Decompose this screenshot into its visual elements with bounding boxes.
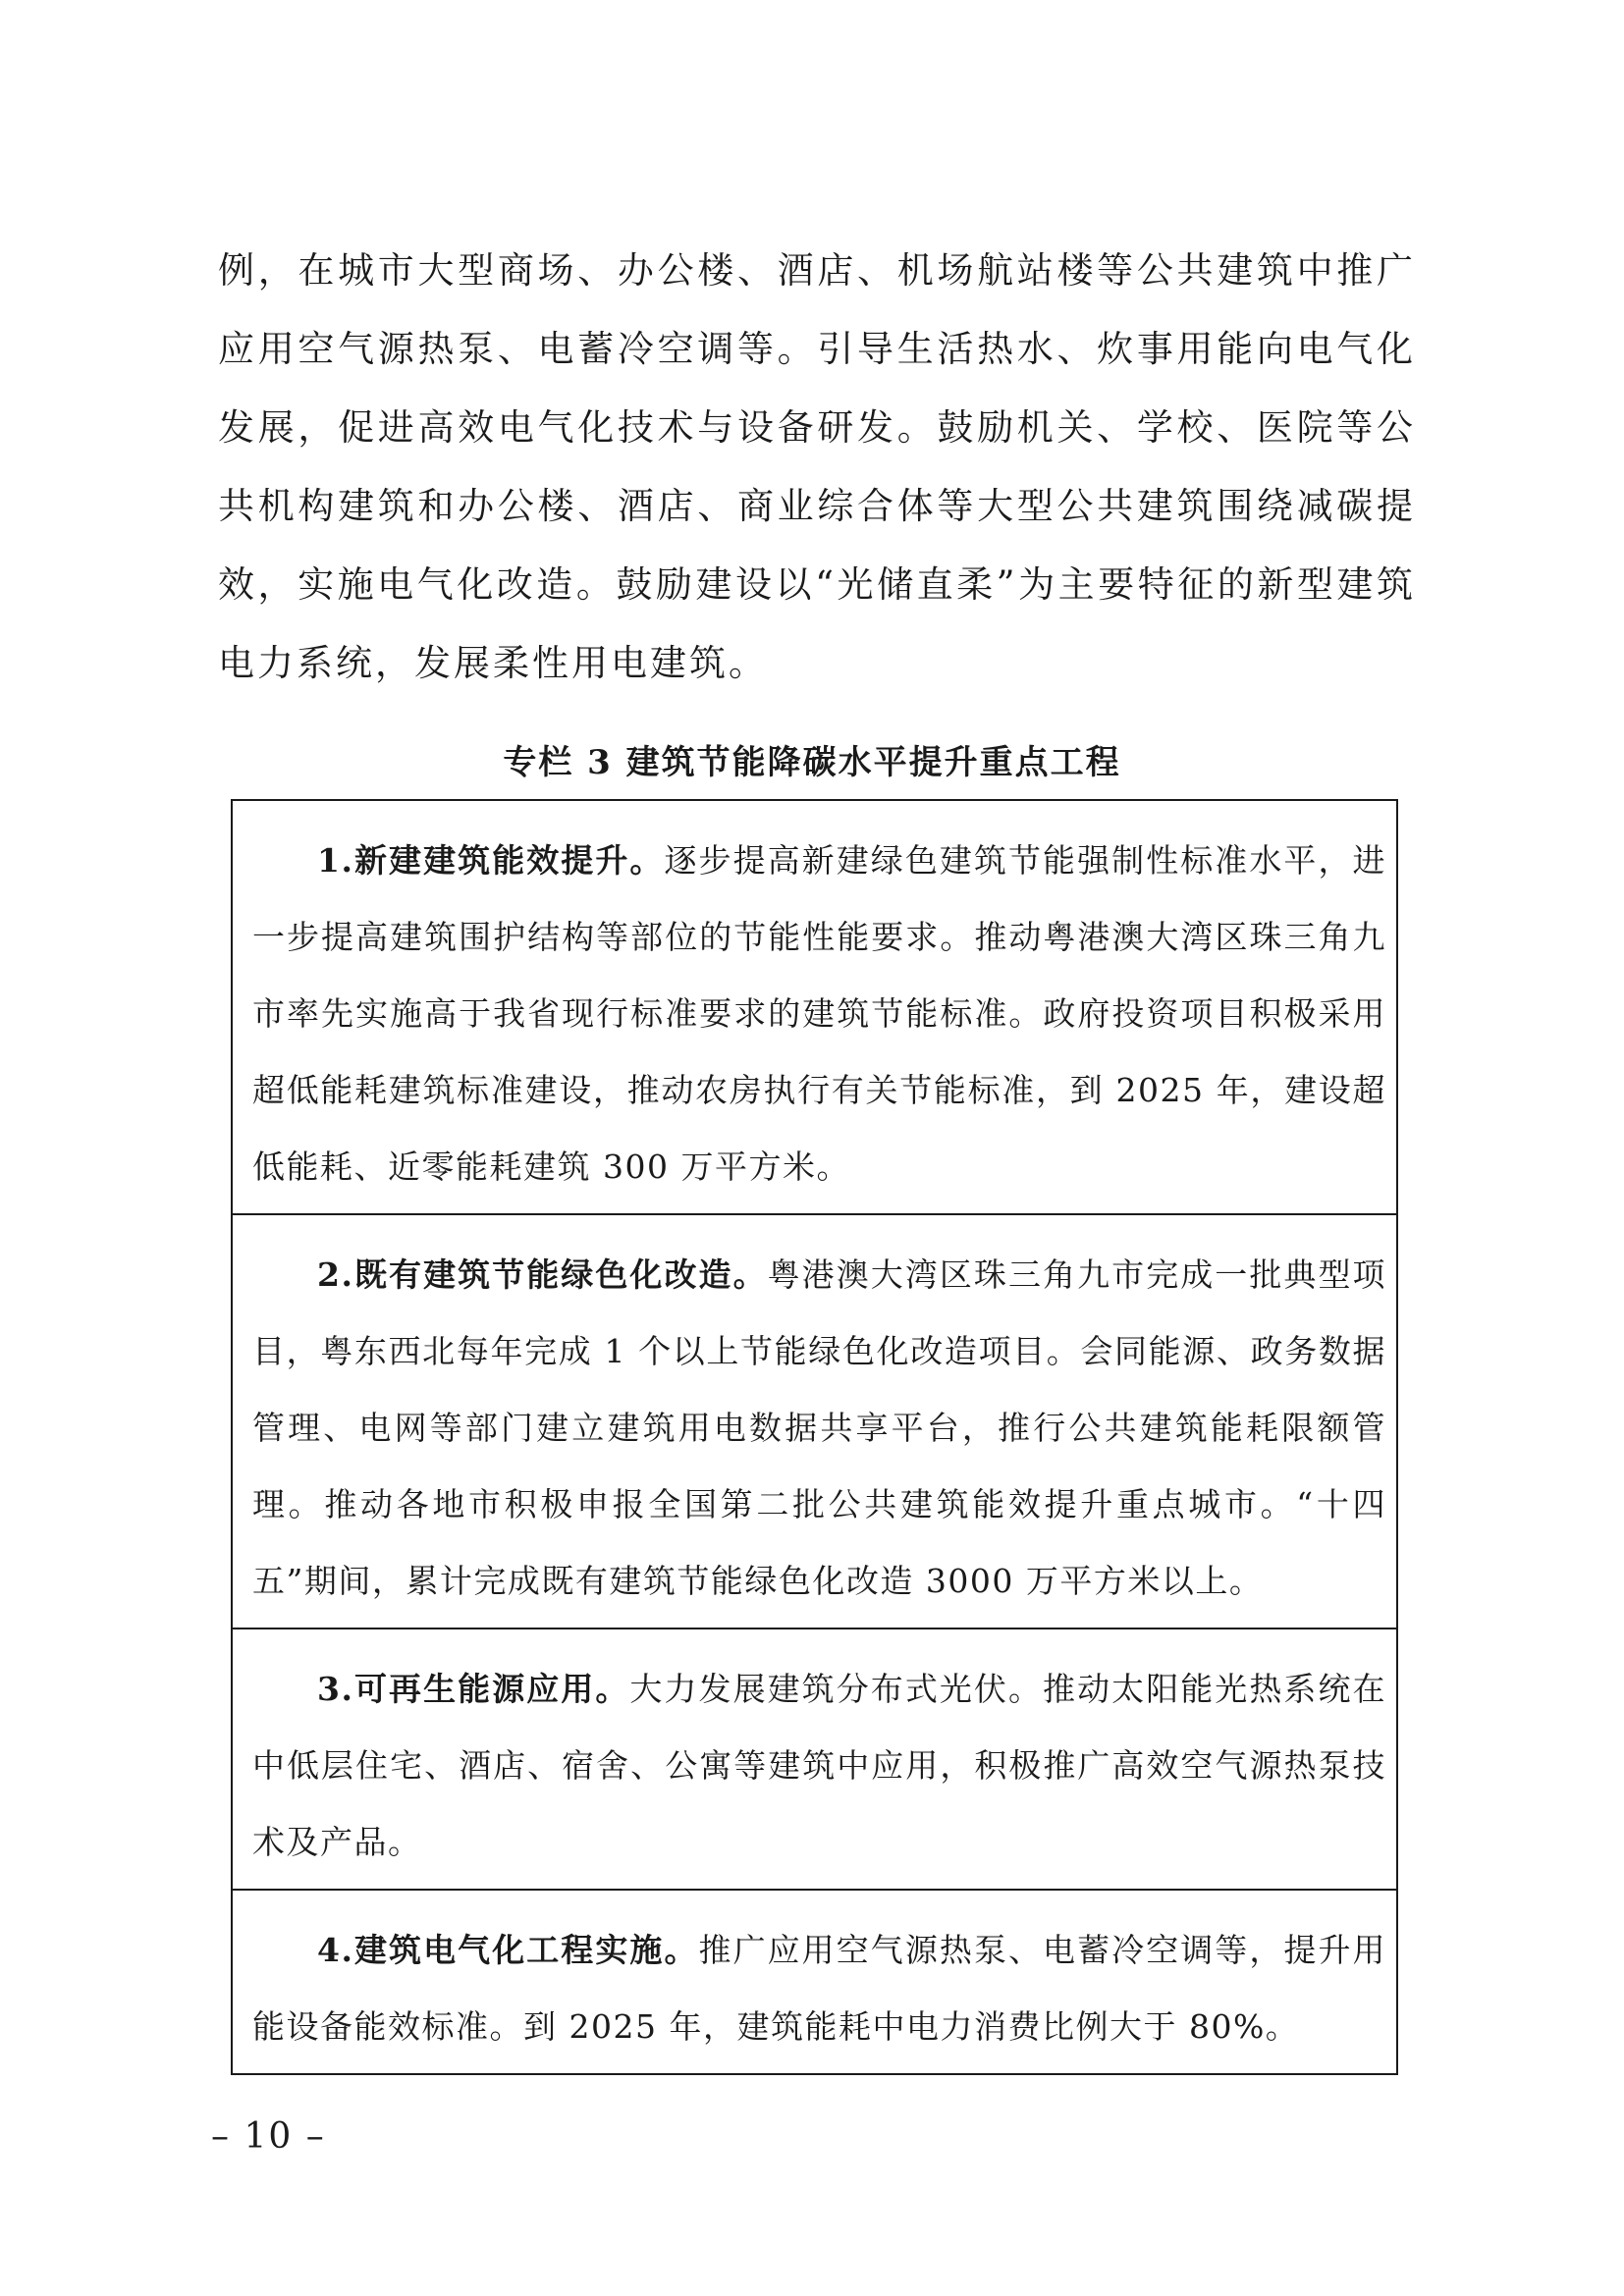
list-item [252,1651,1386,1881]
item-heading: 2.既有建筑节能绿色化改造。 [317,1255,768,1294]
table-cell [232,1629,1397,1890]
item-body: 推广应用空气源热泵、电蓄冷空调等，提升用能设备能效标准。到 2025 年，建筑能耗中电力消费比例大于 80%。 [252,1931,1387,2046]
intro-paragraph: 例，在城市大型商场、办公楼、酒店、机场航站楼等公共建筑中推广应用空气源热泵、电蓄冷空调等。引导生活热水、炊事用能向电气化发展，促进高效电气化技术与设备研发。鼓励机关、学校、医院等公共机构建筑和办公楼、酒店、商业综合体等大型公共建筑围绕减碳提效，实施电气化改造。鼓励建设以“光储直柔”为主要特征的新型建筑电力系统，发展柔性用电建筑。 [218,249,1416,684]
item-body: 逐步提高新建绿色建筑节能强制性标准水平，进一步提高建筑围护结构等部位的节能性能要求。推动粤港澳大湾区珠三角九市率先实施高于我省现行标准要求的建筑节能标准。政府投资项目积极采用超低能耗建筑标准建设，推动农房执行有关节能标准，到 2025 年，建设超低能耗、近零能耗建筑 300 万平方米。 [252,841,1386,1186]
table-row [232,1890,1397,2074]
item-body: 大力发展建筑分布式光伏。推动太阳能光热系统在中低层住宅、酒店、宿舍、公寓等建筑中应用，积极推广高效空气源热泵技术及产品。 [252,1670,1387,1861]
item-heading: 4.建筑电气化工程实施。 [317,1931,699,1969]
table-cell [232,1890,1397,2074]
item-heading: 1.新建建筑能效提升。 [317,841,665,880]
item-heading: 3.可再生能源应用。 [317,1670,630,1708]
table-cell [232,800,1397,1214]
item-body: 粤港澳大湾区珠三角九市完成一批典型项目，粤东西北每年完成 1 个以上节能绿色化改造项目。会同能源、政务数据管理、电网等部门建立建筑用电数据共享平台，推行公共建筑能耗限额管理。推动各地市积极申报全国第二批公共建筑能效提升重点城市。“十四五”期间，累计完成既有建筑节能绿色化改造 3000 万平方米以上。 [252,1255,1387,1600]
table-row [232,1629,1397,1890]
table-row [232,800,1397,1214]
table-cell [232,1214,1397,1629]
table-row [232,1214,1397,1629]
list-item [252,823,1386,1205]
list-item [252,1237,1386,1620]
page-number: – 10 – [211,2116,326,2157]
box-title: 专栏 3 建筑节能降碳水平提升重点工程 [503,743,1121,782]
key-projects-table [231,799,1398,2075]
list-item [252,1912,1386,2065]
